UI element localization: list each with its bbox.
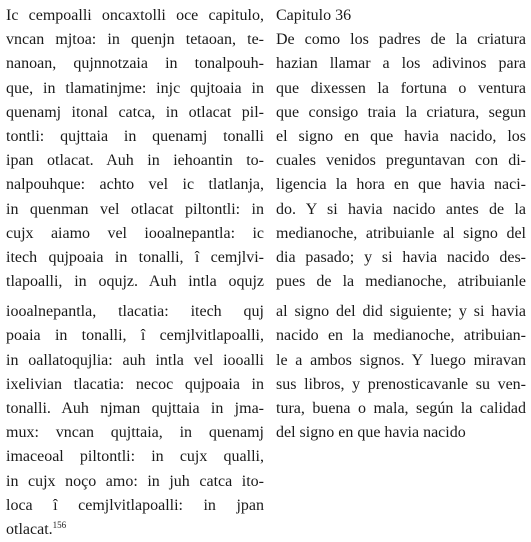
text-line: loca î cemjlvitlapoalli: in jpan (6, 496, 264, 514)
footnote-marker: 156 (52, 519, 67, 530)
text-line: nacido en la medianoche, atribuian- (276, 327, 526, 345)
chapter-heading: Capitulo 36 (276, 7, 352, 24)
text-line: imaceoal piltontli: in cujx qualli, (6, 448, 264, 466)
text-line: dia pasado; y si havia nacido des- (276, 248, 526, 266)
text-line: quenamj itonal catca, in otlacat pil- (6, 103, 264, 121)
text-line: tonalli. Auh njman qujttaia in jma- (6, 400, 264, 417)
text-line: medianoche, atribuianle al signo del (276, 224, 526, 242)
text-line: pues de la medianoche, atribuianle (276, 273, 526, 291)
text-line: in oallatoqujlia: auh intla vel iooalli (6, 351, 264, 369)
spanish-paragraph-lower (276, 300, 526, 445)
text-line: que consigo traia la criatura, segun (276, 103, 526, 121)
text-line: Ic cempoalli oncaxtolli oce capitulo, (6, 7, 264, 24)
text-line: do. Y si havia nacido antes de la (276, 200, 526, 218)
text-line: in cujx noço amo: in juh catca ito- (6, 472, 264, 490)
nahuatl-paragraph-upper (6, 4, 264, 294)
text-line: tlapoalli, in oqujz. Auh intla oqujz (6, 273, 264, 291)
text-line: que dixessen la fortuna o ventura (276, 79, 526, 97)
text-line: in quenman vel otlacat piltontli: in (6, 200, 264, 218)
last-line-text: otlacat. (6, 520, 53, 538)
text-line: hazian llamar a los adivinos para (276, 55, 526, 73)
text-line: De como los padres de la criatura (276, 31, 526, 49)
text-line: poaia in tonalli, î cemjlvitlapoalli, (6, 327, 264, 345)
text-line: sus libros, y prenosticavanle su ven- (276, 375, 526, 393)
text-line: cuales venidos preguntavan con di- (276, 152, 526, 170)
text-line: nanoan, qujnnotzaia in tonalpouh- (6, 55, 264, 73)
text-line: que, in tlamatinjme: injc qujtoaia in (6, 79, 264, 97)
nahuatl-paragraph-lower (6, 300, 264, 542)
text-line: ipan otlacat. Auh in iehoantin to- (6, 152, 264, 170)
text-line: le a ambos signos. Y luego miravan (276, 351, 526, 369)
text-line: el signo en que havia nacido, los (276, 127, 526, 145)
text-line: tura, buena o mala, según la calidad (276, 400, 526, 417)
text-line: iooalnepantla, tlacatia: itech quj (6, 303, 264, 321)
text-line: ixelivian tlacatia: necoc qujpoaia in (6, 375, 264, 393)
text-line: mux: vncan qujttaia, in quenamj (6, 424, 264, 442)
text-line: cujx aiamo vel iooalnepantla: ic (6, 224, 264, 242)
text-line: nalpouhque: achto vel ic tlatlanja, (6, 176, 264, 194)
spanish-paragraph-upper (276, 4, 526, 294)
text-line: itech qujpoaia in tonalli, î cemjlvi- (6, 248, 264, 266)
text-line: tontli: qujttaia in quenamj tonalli (6, 127, 264, 145)
text-line-last: del signo en que havia nacido (276, 424, 466, 442)
text-line: ligencia la hora en que havia naci- (276, 176, 526, 194)
text-line: al signo del did siguiente; y si havia (276, 303, 526, 321)
text-line: vncan mjtoa: in quenjn tetaoan, te- (6, 31, 264, 49)
nahuatl-text-column (6, 4, 264, 542)
spanish-text-column (276, 4, 526, 445)
text-line-last (6, 518, 264, 542)
